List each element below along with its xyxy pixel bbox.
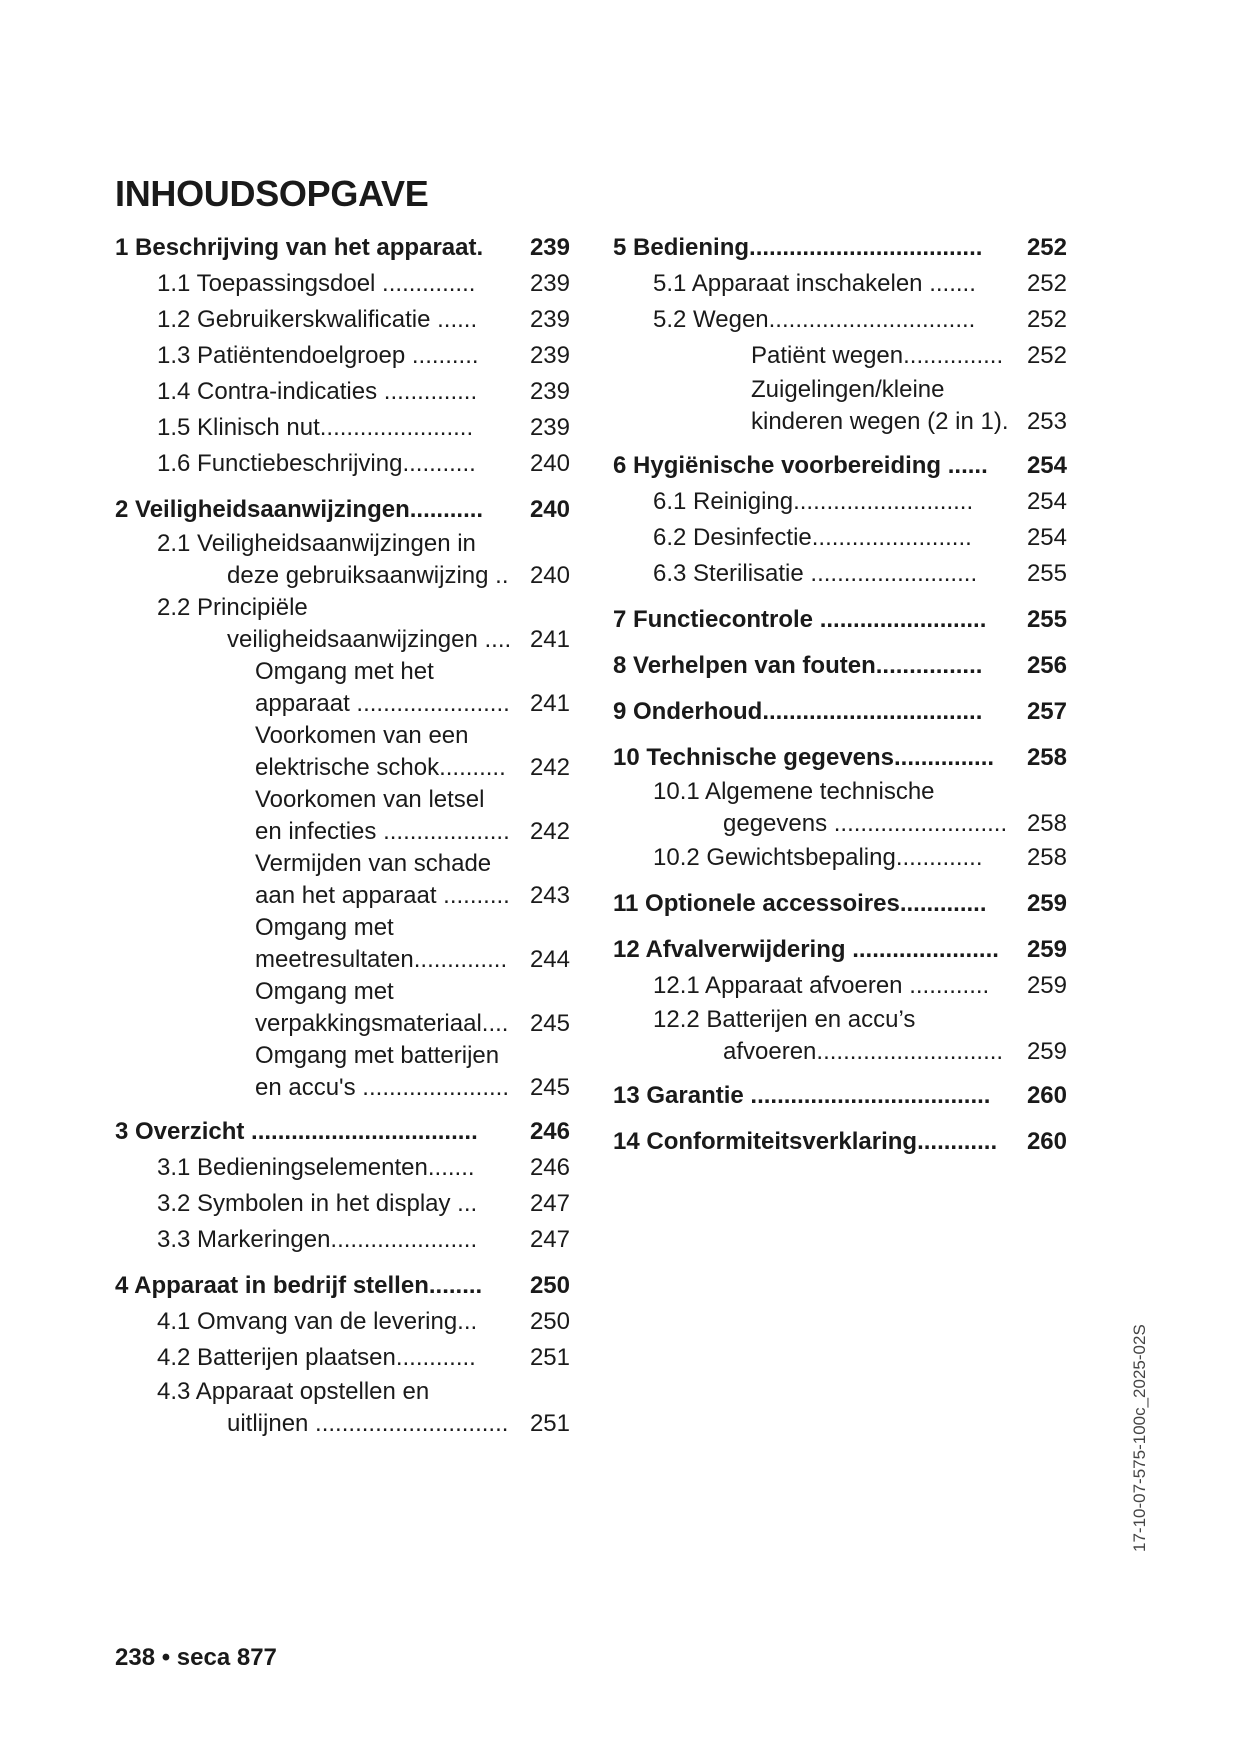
toc-entry-label-continued: en infecties ................... — [255, 818, 510, 845]
toc-entry-page: 239 — [529, 342, 570, 369]
toc-entry-page: 257 — [1026, 698, 1067, 725]
toc-entry[interactable] — [115, 338, 570, 374]
toc-entry-page: 239 — [529, 270, 570, 297]
toc-entry-page: 243 — [529, 882, 570, 909]
toc-entry-label: Zuigelingen/kleine — [751, 376, 945, 403]
toc-entry-page: 253 — [1026, 408, 1067, 435]
toc-entry-label: Omgang met het — [255, 658, 434, 685]
toc-entry[interactable] — [115, 446, 570, 482]
toc-entry[interactable] — [115, 976, 570, 1040]
toc-entry-label-continued: afvoeren............................ — [723, 1038, 1004, 1065]
toc-entry-label: 2.1 Veiligheidsaanwijzingen in — [157, 530, 476, 557]
toc-entry[interactable] — [613, 968, 1067, 1004]
toc-entry[interactable] — [115, 1222, 570, 1258]
toc-entry-page: 258 — [1026, 744, 1067, 771]
toc-entry-label: Voorkomen van een — [255, 722, 469, 749]
toc-entry-label: Voorkomen van letsel — [255, 786, 485, 813]
toc-entry-label: 1.3 Patiëntendoelgroep .......... — [157, 342, 479, 369]
toc-entry[interactable] — [115, 1150, 570, 1186]
toc-entry-label: 1.4 Contra-indicaties .............. — [157, 378, 478, 405]
toc-entry[interactable] — [613, 776, 1067, 840]
toc-entry-label: 5.2 Wegen............................... — [653, 306, 976, 333]
toc-entry[interactable] — [613, 230, 1067, 266]
toc-entry[interactable] — [115, 266, 570, 302]
toc-entry[interactable] — [115, 410, 570, 446]
toc-entry[interactable] — [115, 656, 570, 720]
toc-entry[interactable] — [115, 720, 570, 784]
toc-entry[interactable] — [613, 1004, 1067, 1068]
toc-entry-page: 259 — [1026, 936, 1067, 963]
toc-entry[interactable] — [613, 932, 1067, 968]
toc-entry-label-continued: deze gebruiksaanwijzing .. — [227, 562, 509, 589]
toc-entry[interactable] — [115, 1376, 570, 1440]
toc-entry-page: 259 — [1026, 890, 1067, 917]
toc-entry[interactable] — [115, 912, 570, 976]
toc-entry-label: 10.1 Algemene technische — [653, 778, 935, 805]
toc-entry-page: 252 — [1026, 306, 1067, 333]
toc-entry-page: 247 — [529, 1226, 570, 1253]
toc-entry[interactable] — [613, 886, 1067, 922]
toc-entry-label: 12.1 Apparaat afvoeren ............ — [653, 972, 990, 999]
toc-entry[interactable] — [115, 302, 570, 338]
toc-entry[interactable] — [613, 520, 1067, 556]
toc-entry-page: 254 — [1026, 452, 1067, 479]
toc-entry-label: 6.3 Sterilisatie ......................... — [653, 560, 978, 587]
toc-entry[interactable] — [613, 694, 1067, 730]
toc-entry-label-continued: en accu's ...................... — [255, 1074, 510, 1101]
toc-entry-page: 252 — [1026, 234, 1067, 261]
page-title: INHOUDSOPGAVE — [115, 173, 429, 214]
toc-entry-page: 242 — [529, 754, 570, 781]
toc-entry-page: 239 — [529, 414, 570, 441]
toc-entry[interactable] — [115, 528, 570, 592]
toc-entry[interactable] — [613, 448, 1067, 484]
toc-entry[interactable] — [613, 556, 1067, 592]
toc-entry[interactable] — [115, 1114, 570, 1150]
toc-entry-label: 1 Beschrijving van het apparaat. — [115, 234, 484, 261]
toc-entry-label: 14 Conformiteitsverklaring............ — [613, 1128, 998, 1155]
toc-entry[interactable] — [613, 1078, 1067, 1114]
toc-entry-page: 258 — [1026, 844, 1067, 871]
toc-entry-label: 4.2 Batterijen plaatsen............ — [157, 1344, 476, 1371]
toc-entry[interactable] — [115, 1040, 570, 1104]
toc-entry[interactable] — [115, 848, 570, 912]
toc-entry-label: 11 Optionele accessoires............. — [613, 890, 987, 917]
toc-entry-label: 1.5 Klinisch nut....................... — [157, 414, 474, 441]
toc-entry-label: 3.1 Bedieningselementen....... — [157, 1154, 475, 1181]
toc-entry-page: 246 — [529, 1154, 570, 1181]
toc-entry-label-continued: veiligheidsaanwijzingen .... — [227, 626, 512, 653]
toc-entry[interactable] — [115, 374, 570, 410]
toc-entry-label: 12.2 Batterijen en accu’s — [653, 1006, 916, 1033]
toc-entry-page: 254 — [1026, 488, 1067, 515]
toc-entry[interactable] — [115, 1340, 570, 1376]
toc-entry-label: 7 Functiecontrole ......................... — [613, 606, 987, 633]
toc-entry[interactable] — [613, 374, 1067, 438]
toc-entry[interactable] — [613, 602, 1067, 638]
toc-entry-label-continued: kinderen wegen (2 in 1). — [751, 408, 1009, 435]
toc-entry-page: 252 — [1026, 342, 1067, 369]
toc-entry-page: 241 — [529, 690, 570, 717]
toc-entry-page: 250 — [529, 1272, 570, 1299]
toc-entry-label: 13 Garantie .................................... — [613, 1082, 991, 1109]
toc-entry-label-continued: apparaat ....................... — [255, 690, 510, 717]
toc-entry-label: 1.1 Toepassingsdoel .............. — [157, 270, 476, 297]
toc-entry-page: 258 — [1026, 810, 1067, 837]
toc-entry-label: 3.3 Markeringen...................... — [157, 1226, 478, 1253]
toc-entry[interactable] — [115, 1268, 570, 1304]
toc-column-left — [115, 230, 570, 1440]
toc-entry[interactable] — [115, 230, 570, 266]
toc-entry-label: 5 Bediening................................... — [613, 234, 983, 261]
toc-entry-label: 1.6 Functiebeschrijving........... — [157, 450, 476, 477]
toc-entry-page: 242 — [529, 818, 570, 845]
toc-entry-label: 1.2 Gebruikerskwalificatie ...... — [157, 306, 478, 333]
toc-entry[interactable] — [613, 266, 1067, 302]
toc-entry-page: 251 — [529, 1410, 570, 1437]
toc-entry-label: Patiënt wegen............... — [751, 342, 1004, 369]
toc-entry-label: Vermijden van schade — [255, 850, 492, 877]
document-number: 17-10-07-575-100c_2025-02S — [1130, 1324, 1149, 1552]
toc-entry-label: 9 Onderhoud................................. — [613, 698, 983, 725]
toc-entry-page: 244 — [529, 946, 570, 973]
toc-entry-label-continued: uitlijnen ............................. — [227, 1410, 509, 1437]
toc-entry-page: 241 — [529, 626, 570, 653]
toc-entry[interactable] — [115, 592, 570, 656]
toc-entry-label: 5.1 Apparaat inschakelen ....... — [653, 270, 976, 297]
toc-entry-page: 259 — [1026, 1038, 1067, 1065]
toc-entry-label: 4.1 Omvang van de levering... — [157, 1308, 478, 1335]
toc-entry[interactable] — [613, 840, 1067, 876]
toc-entry-label-continued: meetresultaten.............. — [255, 946, 508, 973]
toc-entry[interactable] — [613, 1124, 1067, 1160]
toc-entry-page: 255 — [1026, 606, 1067, 633]
toc-entry-label: 3.2 Symbolen in het display ... — [157, 1190, 478, 1217]
toc-entry-label: 6.1 Reiniging........................... — [653, 488, 974, 515]
toc-entry[interactable] — [115, 1186, 570, 1222]
toc-entry[interactable] — [613, 648, 1067, 684]
toc-entry-page: 245 — [529, 1010, 570, 1037]
toc-entry-page: 240 — [529, 496, 570, 523]
toc-entry-page: 240 — [529, 562, 570, 589]
toc-entry-page: 239 — [529, 378, 570, 405]
toc-entry-page: 259 — [1026, 972, 1067, 999]
toc-entry[interactable] — [613, 302, 1067, 338]
page-footer: 238 • seca 877 — [115, 1644, 277, 1671]
toc-entry-page: 252 — [1026, 270, 1067, 297]
toc-entry-page: 239 — [529, 306, 570, 333]
toc-entry-page: 247 — [529, 1190, 570, 1217]
toc-entry-label-continued: elektrische schok.......... — [255, 754, 506, 781]
toc-entry-label: 6 Hygiënische voorbereiding ...... — [613, 452, 988, 479]
toc-entry-label-continued: gegevens .......................... — [723, 810, 1008, 837]
toc-entry-label: 12 Afvalverwijdering ...................... — [613, 936, 999, 963]
toc-entry-label: Omgang met — [255, 978, 394, 1005]
toc-entry-page: 255 — [1026, 560, 1067, 587]
toc-entry-label: Omgang met — [255, 914, 394, 941]
toc-entry-label: 2 Veiligheidsaanwijzingen........... — [115, 496, 484, 523]
toc-entry-label-continued: verpakkingsmateriaal.... — [255, 1010, 509, 1037]
toc-entry-page: 250 — [529, 1308, 570, 1335]
toc-entry[interactable] — [115, 492, 570, 528]
toc-entry-page: 260 — [1026, 1128, 1067, 1155]
toc-entry-page: 260 — [1026, 1082, 1067, 1109]
toc-entry-label: Omgang met batterijen — [255, 1042, 500, 1069]
toc-entry-label-continued: aan het apparaat .......... — [255, 882, 510, 909]
toc-entry-page: 251 — [529, 1344, 570, 1371]
toc-entry-page: 246 — [529, 1118, 570, 1145]
toc-entry-label: 10.2 Gewichtsbepaling............. — [653, 844, 983, 871]
toc-entry-page: 239 — [529, 234, 570, 261]
toc-entry[interactable] — [115, 1304, 570, 1340]
toc-entry-label: 4.3 Apparaat opstellen en — [157, 1378, 430, 1405]
toc-entry[interactable] — [613, 484, 1067, 520]
toc-entry[interactable] — [613, 338, 1067, 374]
toc-entry[interactable] — [613, 740, 1067, 776]
toc-entry-label: 3 Overzicht .................................. — [115, 1118, 478, 1145]
toc-entry-page: 240 — [529, 450, 570, 477]
toc-entry-label: 8 Verhelpen van fouten................ — [613, 652, 983, 679]
toc-entry-page: 254 — [1026, 524, 1067, 551]
toc-entry[interactable] — [115, 784, 570, 848]
toc-entry-page: 256 — [1026, 652, 1067, 679]
toc-entry-page: 245 — [529, 1074, 570, 1101]
toc-entry-label: 6.2 Desinfectie........................ — [653, 524, 972, 551]
toc-entry-label: 2.2 Principiële — [157, 594, 308, 621]
toc-column-right — [613, 230, 1067, 1160]
toc-entry-label: 4 Apparaat in bedrijf stellen........ — [115, 1272, 483, 1299]
toc-entry-label: 10 Technische gegevens............... — [613, 744, 995, 771]
